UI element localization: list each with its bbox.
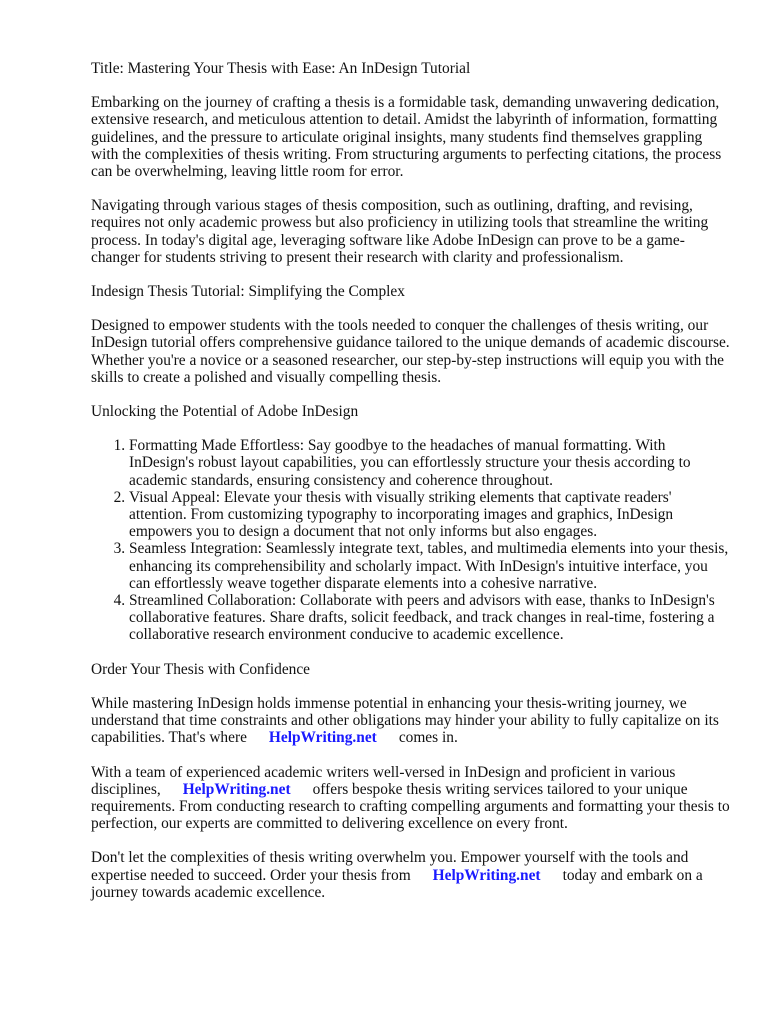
helpwriting-link[interactable]: HelpWriting.net xyxy=(432,866,541,884)
list-item: 3. Seamless Integration: Seamlessly integrate text, tables, and multimedia elements into your thesis, enhancing its comprehensibility and scholarly impact. With InDesign's intuitive interface, you can effortlessly weave together disparate elements into a cohesive narrative. xyxy=(129,540,731,592)
order-paragraph-2-text-after: offers bespoke thesis writing services tailored to your unique requirements. From conducting research to crafting compelling arguments and formatting your thesis to perfection, our experts are committed to delivering excellence on every front. xyxy=(91,780,730,833)
order-paragraph-1-text-before: While mastering InDesign holds immense potential in enhancing your thesis-writing journey, we understand that time constraints and other obligations may hinder your ability to fully capitalize on its capabilities. That's where xyxy=(91,694,719,747)
helpwriting-link[interactable]: HelpWriting.net xyxy=(182,780,291,798)
closing-paragraph-text-after: today and embark on a journey towards academic excellence. xyxy=(91,866,703,901)
list-item: 2. Visual Appeal: Elevate your thesis with visually striking elements that captivate readers' attention. From customizing typography to incorporating images and graphics, InDesign empowers you to design a document that not only informs but also engages. xyxy=(129,489,731,541)
list-item: 1. Formatting Made Effortless: Say goodbye to the headaches of manual formatting. With InDesign's robust layout capabilities, you can effortlessly structure your thesis according to academic standards, ensuring consistency and coherence throughout. xyxy=(129,437,731,489)
order-paragraph-2-text-before: With a team of experienced academic writers well-versed in InDesign and proficient in various disciplines, xyxy=(91,763,676,798)
tutorial-paragraph: Designed to empower students with the tools needed to conquer the challenges of thesis writing, our InDesign tutorial offers comprehensive guidance tailored to the unique demands of academic discourse. Whether you're a novice or a seasoned researcher, our step-by-step instructions will equip you with the skills to create a polished and visually compelling thesis. xyxy=(91,317,730,386)
closing-paragraph-text-before: Don't let the complexities of thesis writing overwhelm you. Empower yourself with the tools and expertise needed to succeed. Order your thesis from xyxy=(91,849,689,884)
list-item: 4. Streamlined Collaboration: Collaborate with peers and advisors with ease, thanks to InDesign's collaborative features. Share drafts, solicit feedback, and track changes in real-time, fostering a collaborative research environment conducive to academic excellence. xyxy=(129,592,731,644)
intro-paragraph-1: Embarking on the journey of crafting a thesis is a formidable task, demanding unwavering dedication, extensive research, and meticulous attention to detail. Amidst the labyrinth of information, formatting guidelines, and the pressure to articulate original insights, many students find themselves grappling with the complexities of thesis writing. From structuring arguments to perfecting citations, the process can be overwhelming, leaving little room for error. xyxy=(91,94,722,181)
section-heading-tutorial: Indesign Thesis Tutorial: Simplifying the Complex xyxy=(91,283,405,301)
document-title: Title: Mastering Your Thesis with Ease: An InDesign Tutorial xyxy=(91,60,471,77)
order-paragraph-2 xyxy=(91,764,731,833)
helpwriting-link[interactable]: HelpWriting.net xyxy=(268,729,377,747)
intro-paragraph-2: Navigating through various stages of thesis composition, such as outlining, drafting, and revising, requires not only academic prowess but also proficiency in utilizing tools that streamline the writing process. In today's digital age, leveraging software like Adobe InDesign can prove to be a game-changer for students striving to present their research with clarity and professionalism. xyxy=(91,197,709,266)
section-heading-potential: Unlocking the Potential of Adobe InDesign xyxy=(91,403,359,421)
features-list xyxy=(91,437,731,643)
section-heading-order: Order Your Thesis with Confidence xyxy=(91,660,311,678)
order-paragraph-1 xyxy=(91,695,731,747)
document-page xyxy=(91,60,731,918)
order-paragraph-1-text-after: comes in. xyxy=(398,729,458,747)
closing-paragraph xyxy=(91,849,731,901)
